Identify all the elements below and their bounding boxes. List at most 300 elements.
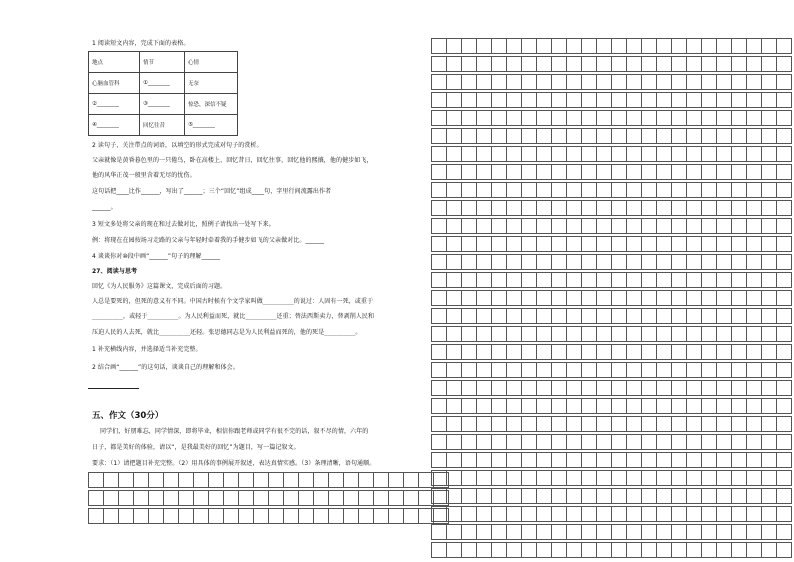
grid-cell[interactable] [582,165,597,180]
grid-cell[interactable] [762,417,777,432]
grid-cell[interactable] [627,453,642,468]
grid-cell[interactable] [432,381,447,396]
grid-cell[interactable] [567,345,582,360]
grid-cell[interactable] [492,381,507,396]
grid-cell[interactable] [582,471,597,486]
grid-cell[interactable] [432,273,447,288]
grid-cell[interactable] [477,219,492,234]
grid-cell[interactable] [507,39,522,54]
grid-cell[interactable] [642,363,657,378]
grid-cell[interactable] [492,345,507,360]
grid-cell[interactable] [359,473,374,488]
grid-cell[interactable] [717,381,732,396]
grid-cell[interactable] [477,201,492,216]
grid-cell[interactable] [657,219,672,234]
grid-cell[interactable] [432,435,447,450]
grid-cell[interactable] [119,473,134,488]
grid-cell[interactable] [687,345,702,360]
grid-cell[interactable] [552,507,567,522]
grid-cell[interactable] [432,525,447,540]
grid-cell[interactable] [582,507,597,522]
grid-cell[interactable] [552,129,567,144]
grid-cell[interactable] [567,471,582,486]
grid-cell[interactable] [702,165,717,180]
grid-cell[interactable] [552,435,567,450]
grid-cell[interactable] [492,291,507,306]
grid-cell[interactable] [657,93,672,108]
grid-cell[interactable] [687,507,702,522]
grid-cell[interactable] [507,471,522,486]
grid-cell[interactable] [492,147,507,162]
grid-cell[interactable] [642,291,657,306]
grid-cell[interactable] [717,75,732,90]
grid-cell[interactable] [314,509,329,524]
grid-cell[interactable] [507,543,522,558]
grid-cell[interactable] [612,435,627,450]
grid-cell[interactable] [597,147,612,162]
grid-cell[interactable] [224,509,239,524]
grid-cell[interactable] [522,111,537,126]
grid-cell[interactable] [777,543,792,558]
grid-cell[interactable] [462,111,477,126]
grid-cell[interactable] [447,93,462,108]
grid-cell[interactable] [702,507,717,522]
grid-cell[interactable] [627,525,642,540]
grid-cell[interactable] [374,473,389,488]
grid-cell[interactable] [612,489,627,504]
grid-cell[interactable] [582,417,597,432]
grid-cell[interactable] [582,147,597,162]
grid-cell[interactable] [657,111,672,126]
grid-cell[interactable] [507,363,522,378]
grid-cell[interactable] [762,363,777,378]
grid-cell[interactable] [612,399,627,414]
grid-cell[interactable] [702,309,717,324]
grid-cell[interactable] [597,201,612,216]
grid-cell[interactable] [732,417,747,432]
grid-cell[interactable] [702,363,717,378]
grid-cell[interactable] [567,255,582,270]
grid-cell[interactable] [747,237,762,252]
grid-cell[interactable] [537,363,552,378]
grid-cell[interactable] [717,291,732,306]
grid-cell[interactable] [642,219,657,234]
grid-cell[interactable] [269,491,284,506]
grid-cell[interactable] [462,435,477,450]
grid-cell[interactable] [447,255,462,270]
grid-cell[interactable] [732,291,747,306]
grid-cell[interactable] [552,471,567,486]
grid-cell[interactable] [462,327,477,342]
grid-cell[interactable] [522,309,537,324]
grid-cell[interactable] [522,183,537,198]
grid-cell[interactable] [567,363,582,378]
grid-cell[interactable] [627,381,642,396]
grid-cell[interactable] [657,273,672,288]
grid-cell[interactable] [462,57,477,72]
grid-cell[interactable] [672,165,687,180]
grid-cell[interactable] [762,489,777,504]
grid-cell[interactable] [567,309,582,324]
grid-cell[interactable] [687,489,702,504]
grid-cell[interactable] [522,201,537,216]
grid-cell[interactable] [492,255,507,270]
grid-cell[interactable] [642,453,657,468]
grid-cell[interactable] [582,453,597,468]
grid-cell[interactable] [642,165,657,180]
grid-cell[interactable] [732,273,747,288]
grid-cell[interactable] [642,75,657,90]
grid-cell[interactable] [447,309,462,324]
grid-cell[interactable] [672,417,687,432]
grid-cell[interactable] [522,417,537,432]
grid-cell[interactable] [762,183,777,198]
grid-cell[interactable] [717,111,732,126]
grid-cell[interactable] [567,453,582,468]
grid-cell[interactable] [657,363,672,378]
grid-cell[interactable] [732,399,747,414]
grid-cell[interactable] [642,57,657,72]
grid-cell[interactable] [732,165,747,180]
grid-cell[interactable] [552,327,567,342]
grid-cell[interactable] [492,201,507,216]
grid-cell[interactable] [507,201,522,216]
grid-cell[interactable] [777,183,792,198]
grid-cell[interactable] [777,435,792,450]
grid-cell[interactable] [432,417,447,432]
grid-cell[interactable] [657,183,672,198]
grid-cell[interactable] [627,147,642,162]
grid-cell[interactable] [702,255,717,270]
grid-cell[interactable] [597,165,612,180]
grid-cell[interactable] [672,273,687,288]
grid-cell[interactable] [717,363,732,378]
grid-cell[interactable] [492,273,507,288]
grid-cell[interactable] [597,417,612,432]
grid-cell[interactable] [627,273,642,288]
grid-cell[interactable] [627,363,642,378]
grid-cell[interactable] [747,435,762,450]
grid-cell[interactable] [747,39,762,54]
grid-cell[interactable] [507,111,522,126]
grid-cell[interactable] [239,509,254,524]
grid-cell[interactable] [672,201,687,216]
grid-cell[interactable] [462,237,477,252]
grid-cell[interactable] [329,473,344,488]
grid-cell[interactable] [702,291,717,306]
grid-cell[interactable] [492,57,507,72]
grid-cell[interactable] [762,525,777,540]
grid-cell[interactable] [567,489,582,504]
grid-cell[interactable] [732,93,747,108]
grid-cell[interactable] [194,473,209,488]
grid-cell[interactable] [747,363,762,378]
grid-cell[interactable] [777,489,792,504]
grid-cell[interactable] [612,219,627,234]
grid-cell[interactable] [134,491,149,506]
grid-cell[interactable] [104,509,119,524]
grid-cell[interactable] [492,453,507,468]
grid-cell[interactable] [522,57,537,72]
grid-cell[interactable] [447,363,462,378]
grid-cell[interactable] [702,381,717,396]
grid-cell[interactable] [447,165,462,180]
grid-cell[interactable] [762,507,777,522]
grid-cell[interactable] [642,327,657,342]
grid-cell[interactable] [522,399,537,414]
grid-cell[interactable] [552,75,567,90]
grid-cell[interactable] [732,237,747,252]
grid-cell[interactable] [687,147,702,162]
grid-cell[interactable] [537,435,552,450]
grid-cell[interactable] [582,399,597,414]
grid-cell[interactable] [732,111,747,126]
grid-cell[interactable] [762,255,777,270]
grid-cell[interactable] [657,39,672,54]
grid-cell[interactable] [642,309,657,324]
grid-cell[interactable] [537,543,552,558]
grid-cell[interactable] [537,237,552,252]
grid-cell[interactable] [732,507,747,522]
grid-cell[interactable] [777,399,792,414]
grid-cell[interactable] [164,473,179,488]
grid-cell[interactable] [657,507,672,522]
grid-cell[interactable] [672,327,687,342]
grid-cell[interactable] [672,147,687,162]
grid-cell[interactable] [389,491,404,506]
grid-cell[interactable] [447,183,462,198]
grid-cell[interactable] [389,509,404,524]
grid-cell[interactable] [642,381,657,396]
grid-cell[interactable] [507,525,522,540]
grid-cell[interactable] [329,491,344,506]
grid-cell[interactable] [612,183,627,198]
grid-cell[interactable] [552,453,567,468]
grid-cell[interactable] [432,345,447,360]
grid-cell[interactable] [642,39,657,54]
grid-cell[interactable] [537,309,552,324]
grid-cell[interactable] [657,399,672,414]
grid-cell[interactable] [224,473,239,488]
grid-cell[interactable] [597,183,612,198]
grid-cell[interactable] [597,255,612,270]
grid-cell[interactable] [642,237,657,252]
grid-cell[interactable] [254,509,269,524]
grid-cell[interactable] [567,219,582,234]
grid-cell[interactable] [179,473,194,488]
grid-cell[interactable] [732,201,747,216]
grid-cell[interactable] [717,255,732,270]
grid-cell[interactable] [194,509,209,524]
grid-cell[interactable] [582,201,597,216]
grid-cell[interactable] [567,417,582,432]
grid-cell[interactable] [672,489,687,504]
grid-cell[interactable] [762,165,777,180]
grid-cell[interactable] [777,93,792,108]
grid-cell[interactable] [717,507,732,522]
grid-cell[interactable] [134,473,149,488]
grid-cell[interactable] [492,525,507,540]
grid-cell[interactable] [672,75,687,90]
grid-cell[interactable] [359,491,374,506]
grid-cell[interactable] [642,273,657,288]
grid-cell[interactable] [537,75,552,90]
grid-cell[interactable] [777,291,792,306]
grid-cell[interactable] [582,39,597,54]
grid-cell[interactable] [149,509,164,524]
grid-cell[interactable] [434,491,449,506]
grid-cell[interactable] [702,237,717,252]
grid-cell[interactable] [582,255,597,270]
grid-cell[interactable] [597,111,612,126]
grid-cell[interactable] [477,417,492,432]
grid-cell[interactable] [627,309,642,324]
grid-cell[interactable] [567,381,582,396]
grid-cell[interactable] [567,327,582,342]
grid-cell[interactable] [627,435,642,450]
grid-cell[interactable] [747,543,762,558]
grid-cell[interactable] [582,381,597,396]
grid-cell[interactable] [597,435,612,450]
grid-cell[interactable] [537,183,552,198]
grid-cell[interactable] [612,507,627,522]
grid-cell[interactable] [209,509,224,524]
grid-cell[interactable] [747,201,762,216]
grid-cell[interactable] [702,345,717,360]
grid-cell[interactable] [717,345,732,360]
grid-cell[interactable] [209,473,224,488]
grid-cell[interactable] [702,147,717,162]
grid-cell[interactable] [732,381,747,396]
grid-cell[interactable] [642,489,657,504]
grid-cell[interactable] [537,93,552,108]
grid-cell[interactable] [657,165,672,180]
grid-cell[interactable] [702,111,717,126]
grid-cell[interactable] [447,237,462,252]
grid-cell[interactable] [627,399,642,414]
grid-cell[interactable] [537,111,552,126]
grid-cell[interactable] [672,219,687,234]
grid-cell[interactable] [762,381,777,396]
grid-cell[interactable] [612,255,627,270]
grid-cell[interactable] [537,219,552,234]
grid-cell[interactable] [447,453,462,468]
grid-cell[interactable] [747,93,762,108]
grid-cell[interactable] [507,327,522,342]
grid-cell[interactable] [627,471,642,486]
grid-cell[interactable] [522,327,537,342]
grid-cell[interactable] [447,525,462,540]
grid-cell[interactable] [462,75,477,90]
grid-cell[interactable] [702,201,717,216]
grid-cell[interactable] [447,399,462,414]
grid-cell[interactable] [687,291,702,306]
grid-cell[interactable] [492,327,507,342]
grid-cell[interactable] [657,201,672,216]
grid-cell[interactable] [507,93,522,108]
grid-cell[interactable] [299,473,314,488]
grid-cell[interactable] [552,273,567,288]
grid-cell[interactable] [447,291,462,306]
grid-cell[interactable] [687,57,702,72]
grid-cell[interactable] [687,201,702,216]
grid-cell[interactable] [447,381,462,396]
grid-cell[interactable] [672,399,687,414]
grid-cell[interactable] [507,183,522,198]
grid-cell[interactable] [717,219,732,234]
grid-cell[interactable] [552,417,567,432]
grid-cell[interactable] [329,509,344,524]
grid-cell[interactable] [642,345,657,360]
grid-cell[interactable] [477,543,492,558]
grid-cell[interactable] [717,435,732,450]
grid-cell[interactable] [762,201,777,216]
grid-cell[interactable] [582,489,597,504]
grid-cell[interactable] [702,75,717,90]
grid-cell[interactable] [582,129,597,144]
grid-cell[interactable] [747,255,762,270]
essay-writing-grid-bottom[interactable] [88,472,449,524]
grid-cell[interactable] [777,327,792,342]
grid-cell[interactable] [777,201,792,216]
grid-cell[interactable] [552,183,567,198]
grid-cell[interactable] [762,93,777,108]
grid-cell[interactable] [507,309,522,324]
grid-cell[interactable] [507,435,522,450]
grid-cell[interactable] [612,471,627,486]
grid-cell[interactable] [119,509,134,524]
grid-cell[interactable] [687,381,702,396]
grid-cell[interactable] [492,75,507,90]
grid-cell[interactable] [777,417,792,432]
grid-cell[interactable] [657,381,672,396]
grid-cell[interactable] [432,75,447,90]
grid-cell[interactable] [777,255,792,270]
grid-cell[interactable] [522,435,537,450]
grid-cell[interactable] [552,399,567,414]
grid-cell[interactable] [522,255,537,270]
grid-cell[interactable] [642,255,657,270]
grid-cell[interactable] [612,327,627,342]
grid-cell[interactable] [462,309,477,324]
grid-cell[interactable] [434,509,449,524]
grid-cell[interactable] [462,165,477,180]
grid-cell[interactable] [687,129,702,144]
grid-cell[interactable] [462,363,477,378]
grid-cell[interactable] [567,111,582,126]
grid-cell[interactable] [537,453,552,468]
grid-cell[interactable] [404,509,419,524]
grid-cell[interactable] [717,471,732,486]
grid-cell[interactable] [477,507,492,522]
grid-cell[interactable] [492,435,507,450]
grid-cell[interactable] [612,165,627,180]
grid-cell[interactable] [597,327,612,342]
grid-cell[interactable] [537,129,552,144]
grid-cell[interactable] [747,129,762,144]
grid-cell[interactable] [687,93,702,108]
grid-cell[interactable] [567,291,582,306]
grid-cell[interactable] [687,435,702,450]
grid-cell[interactable] [687,525,702,540]
grid-cell[interactable] [537,507,552,522]
grid-cell[interactable] [462,93,477,108]
grid-cell[interactable] [642,525,657,540]
grid-cell[interactable] [194,491,209,506]
grid-cell[interactable] [597,363,612,378]
grid-cell[interactable] [777,381,792,396]
grid-cell[interactable] [239,473,254,488]
